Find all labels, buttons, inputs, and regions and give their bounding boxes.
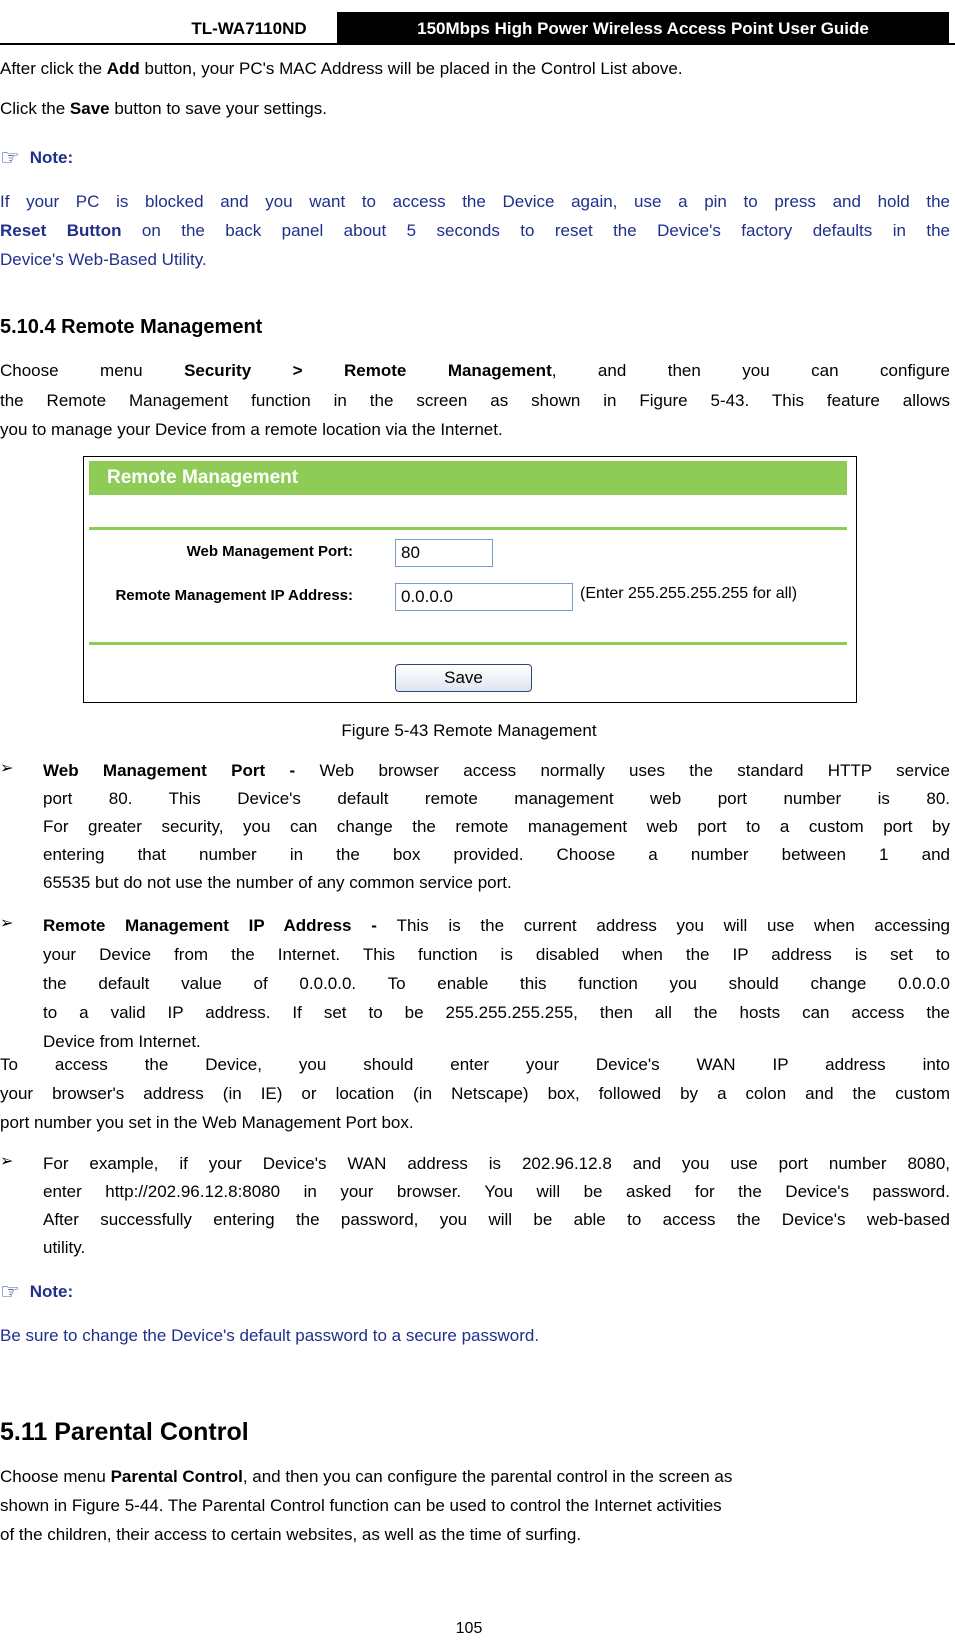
note-2-label: ☞ Note: [0, 1279, 74, 1304]
bullet-port-line-1: Web Management Port - Web browser access normally uses the standard HTTP service [43, 761, 950, 780]
bullet-port-line-5: 65535 but do not use the number of any common service port. [43, 873, 512, 892]
figure-caption: Figure 5-43 Remote Management [341, 721, 597, 740]
bullet-ip-line-4: to a valid IP address. If set to be 255.255.255.255, then all the hosts can access the [43, 1003, 950, 1022]
bullet-port-line-4: entering that number in the box provided. Choose a number between 1 and [43, 845, 950, 864]
intro-add-line: After click the Add button, your PC's MAC Address will be placed in the Control List above. [0, 59, 683, 78]
parental-line-2: shown in Figure 5-44. The Parental Control function can be used to control the Internet activities [0, 1496, 722, 1515]
remote-management-figure [83, 456, 857, 703]
example-line-3: After successfully entering the password, you will be able to access the Device's web-based [43, 1210, 950, 1229]
header-model: TL-WA7110ND [191, 19, 307, 38]
remote-management-ip-label: Remote Management IP Address: [115, 587, 353, 604]
arrow-bullet-icon: ➢ [0, 915, 14, 932]
example-line-1: For example, if your Device's WAN address is 202.96.12.8 and you use port number 8080, [43, 1154, 950, 1173]
access-line-1: To access the Device, you should enter your Device's WAN IP address into [0, 1055, 950, 1074]
bullet-ip-line-3: the default value of 0.0.0.0. To enable this function you should change 0.0.0.0 [43, 974, 950, 993]
page-number: 105 [455, 1620, 483, 1637]
ip-hint-text: (Enter 255.255.255.255 for all) [580, 585, 798, 602]
arrow-bullet-icon: ➢ [0, 1153, 14, 1170]
header-rule [0, 43, 955, 45]
bullet-port-line-3: For greater security, you can change the remote management web port to a custom port by [43, 817, 950, 836]
arrow-bullet-icon: ➢ [0, 760, 14, 777]
pointing-hand-icon: ☞ [0, 1279, 20, 1304]
figure-divider-top [89, 527, 847, 530]
remote-intro-line-3: you to manage your Device from a remote location via the Internet. [0, 420, 503, 439]
example-line-4: utility. [43, 1238, 86, 1257]
save-button[interactable]: Save [395, 664, 532, 692]
parental-line-3: of the children, their access to certain websites, as well as the time of surfing. [0, 1525, 582, 1544]
bullet-port-line-2: port 80. This Device's default remote management web port number is 80. [43, 789, 950, 808]
section-heading-remote-management: 5.10.4 Remote Management [0, 316, 263, 338]
header-guide-title: 150Mbps High Power Wireless Access Point User Guide [337, 12, 949, 45]
remote-intro-line-2: the Remote Management function in the screen as shown in Figure 5-43. This feature allows [0, 391, 950, 410]
note-1-line-3: Device's Web-Based Utility. [0, 250, 207, 269]
web-management-port-input[interactable]: 80 [395, 539, 493, 567]
page-header [0, 0, 955, 44]
note-1-line-1: If your PC is blocked and you want to access the Device again, use a pin to press and hold the [0, 192, 950, 211]
remote-management-ip-input[interactable]: 0.0.0.0 [395, 583, 573, 611]
note-1-label: ☞ Note: [0, 145, 74, 170]
note-2-text: Be sure to change the Device's default password to a secure password. [0, 1326, 540, 1345]
web-management-port-label: Web Management Port: [186, 543, 353, 560]
figure-title-bar: Remote Management [89, 461, 847, 495]
bullet-ip-line-1: Remote Management IP Address - This is the current address you will use when accessing [43, 916, 950, 935]
access-line-2: your browser's address (in IE) or location (in Netscape) box, followed by a colon and the custom [0, 1084, 950, 1103]
section-heading-parental-control: 5.11 Parental Control [0, 1418, 249, 1446]
pointing-hand-icon: ☞ [0, 145, 20, 170]
figure-divider-bottom [89, 642, 847, 645]
example-line-2: enter http://202.96.12.8:8080 in your browser. You will be asked for the Device's password. [43, 1182, 950, 1201]
intro-save-line: Click the Save button to save your settings. [0, 99, 327, 118]
remote-intro-line-1: Choose menu Security > Remote Management, and then you can configure [0, 361, 950, 380]
parental-line-1: Choose menu Parental Control, and then you can configure the parental control in the screen as [0, 1467, 733, 1486]
bullet-ip-line-2: your Device from the Internet. This function is disabled when the IP address is set to [43, 945, 950, 964]
access-line-3: port number you set in the Web Management Port box. [0, 1113, 414, 1132]
note-1-line-2: Reset Button on the back panel about 5 seconds to reset the Device's factory defaults in the [0, 221, 950, 240]
bullet-ip-line-5: Device from Internet. [43, 1032, 201, 1051]
